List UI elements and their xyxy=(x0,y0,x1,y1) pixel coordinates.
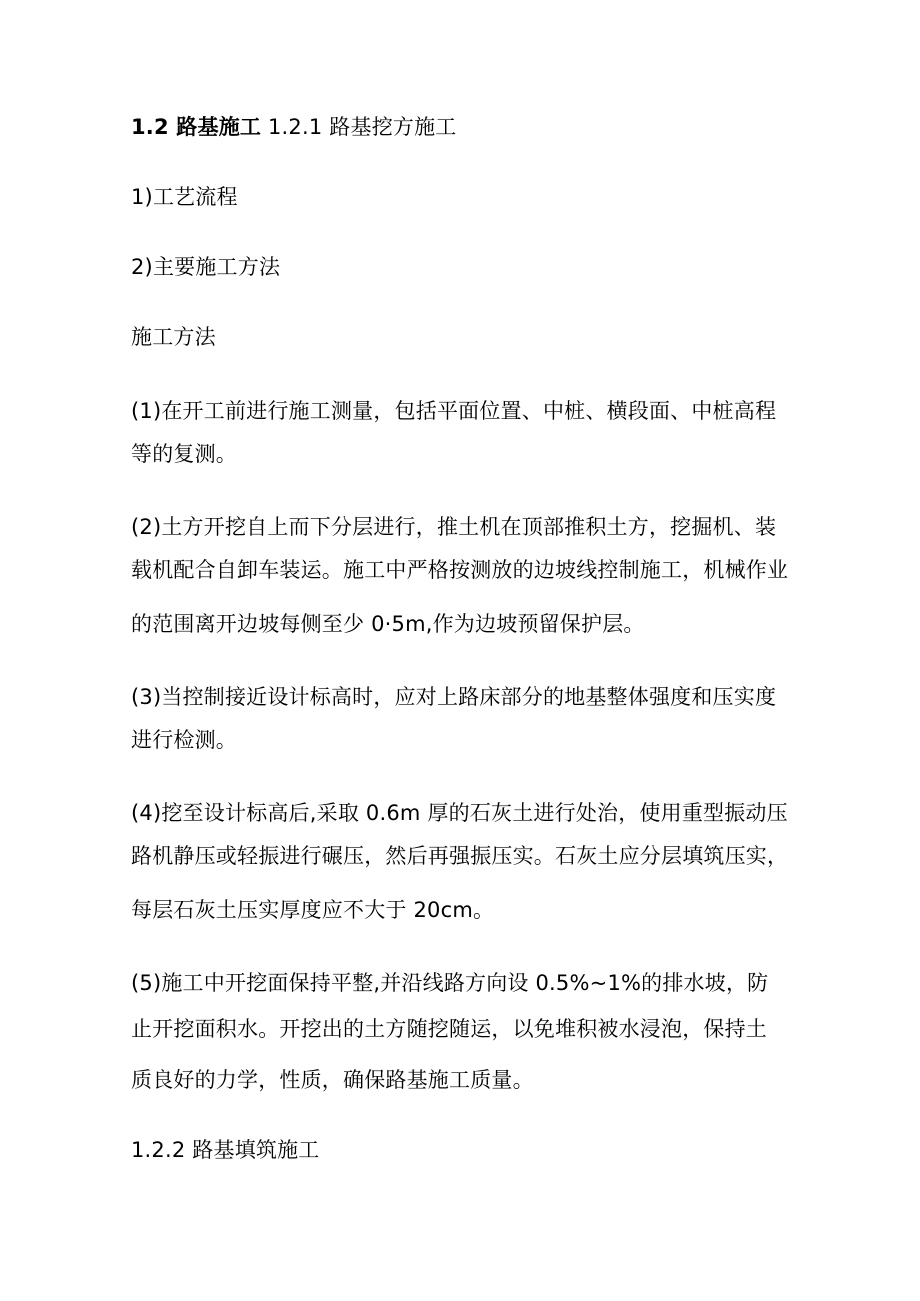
paragraph-2-line-3: 的范围离开边坡每侧至少 0·5m,作为边坡预留保护层。 xyxy=(131,612,645,636)
paragraph-1-line-1: (1)在开工前进行施工测量，包括平面位置、中桩、横段面、中桩高程 xyxy=(131,399,777,423)
paragraph-4-line-2: 路机静压或轻振进行碾压，然后再强振压实。石灰土应分层填筑压实， xyxy=(131,844,789,868)
paragraph-3-line-2: 进行检测。 xyxy=(131,728,237,752)
paragraph-1-line-2: 等的复测。 xyxy=(131,442,237,466)
paragraph-4-line-3: 每层石灰土压实厚度应不大于 20cm。 xyxy=(131,898,495,922)
paragraph-5-line-1: (5)施工中开挖面保持平整,并沿线路方向设 0.5%~1%的排水坡，防 xyxy=(131,971,769,995)
item-process-flow: 1)工艺流程 xyxy=(131,185,238,209)
item-methods-label: 施工方法 xyxy=(131,325,216,349)
subsection-title: 1.2.1 路基挖方施工 xyxy=(261,115,457,139)
section-2-title: 1.2.2 路基填筑施工 xyxy=(131,1138,320,1162)
paragraph-5-line-3: 质良好的力学，性质，确保路基施工质量。 xyxy=(131,1068,534,1092)
paragraph-2-line-1: (2)土方开挖自上而下分层进行，推土机在顶部推积土方，挖掘机、装 xyxy=(131,515,777,539)
paragraph-5-line-2: 止开挖面积水。开挖出的土方随挖随运，以免堆积被水浸泡，保持土 xyxy=(131,1017,767,1041)
section-title: 1.2 路基施工 xyxy=(131,115,262,139)
item-main-methods: 2)主要施工方法 xyxy=(131,255,281,279)
section-heading xyxy=(131,113,457,141)
paragraph-3-line-1: (3)当控制接近设计标高时，应对上路床部分的地基整体强度和压实度 xyxy=(131,685,777,709)
paragraph-2-line-2: 载机配合自卸车装运。施工中严格按测放的边坡线控制施工，机械作业 xyxy=(131,558,789,582)
paragraph-4-line-1: (4)挖至设计标高后,采取 0.6m 厚的石灰土进行处治，使用重型振动压 xyxy=(131,801,788,825)
